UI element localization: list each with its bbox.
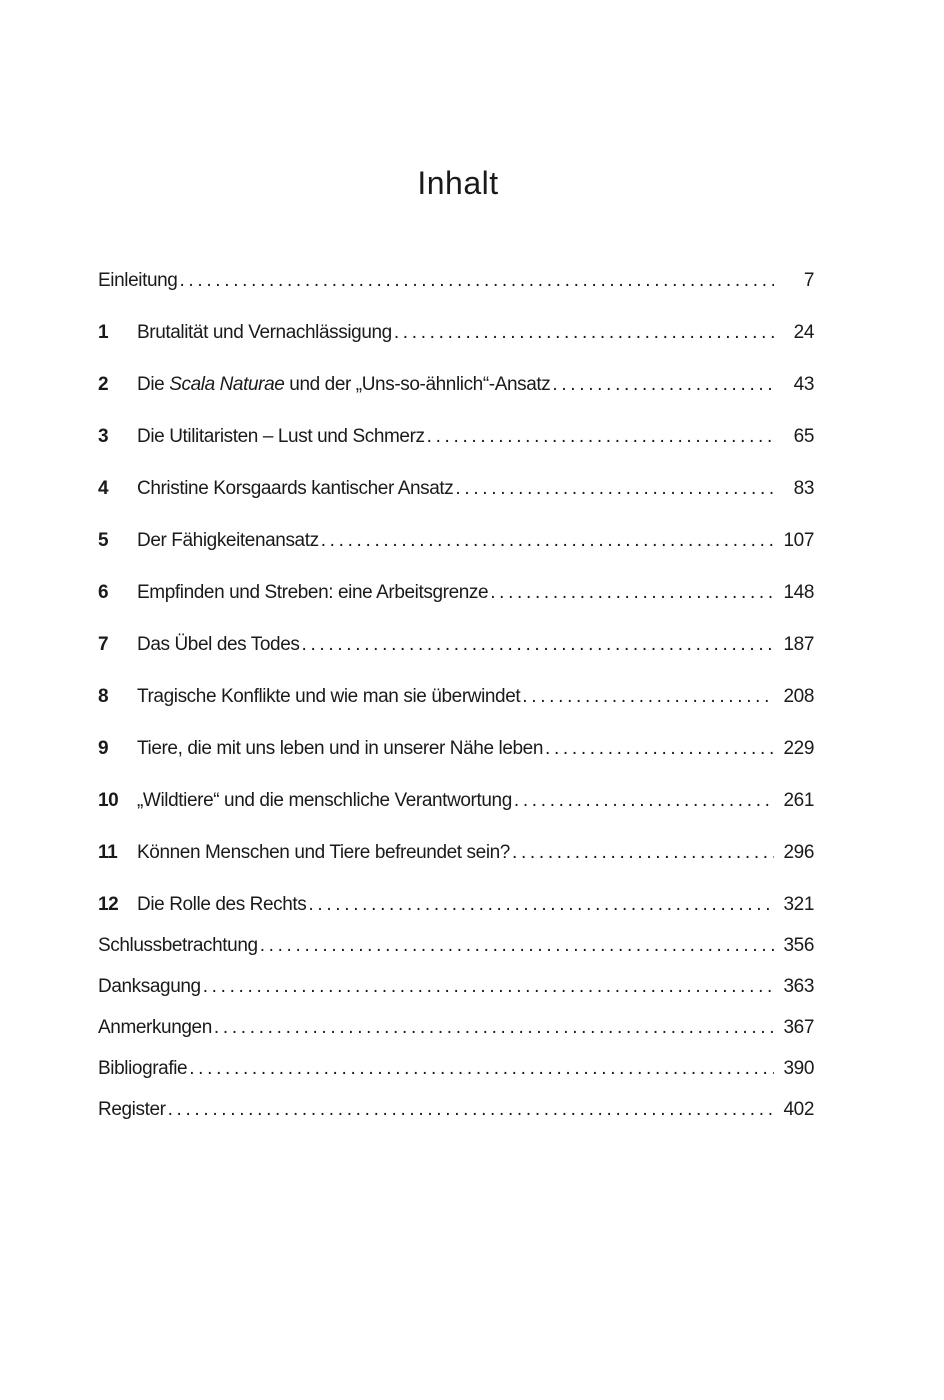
toc-entry-title: Die Utilitaristen – Lust und Schmerz [137, 426, 425, 447]
toc-page-number: 363 [783, 976, 814, 997]
chapter-number: 11 [98, 842, 118, 863]
toc-entry-title: Anmerkungen [98, 1017, 212, 1038]
toc-page-number: 187 [783, 634, 814, 655]
dot-leader [302, 632, 775, 658]
dot-leader [512, 840, 774, 866]
dot-leader [260, 933, 774, 959]
toc-page-number: 356 [783, 935, 814, 956]
toc-entry-title: Der Fähigkeitenansatz [137, 530, 319, 551]
dot-leader [455, 476, 774, 502]
dot-leader [203, 974, 774, 1000]
toc-entry-chapter-11[interactable] [98, 840, 814, 866]
toc-entry-chapter-12[interactable] [98, 892, 814, 918]
toc-entry-chapter-4[interactable] [98, 476, 814, 502]
toc-entry-title: Die Rolle des Rechts [137, 894, 307, 915]
toc-page-number: 402 [783, 1099, 814, 1120]
chapter-number: 8 [98, 686, 109, 707]
toc-page-number: 229 [783, 738, 814, 759]
dot-leader [394, 320, 774, 346]
dot-leader [214, 1015, 774, 1041]
title-italic-part: Scala Naturae [169, 374, 285, 395]
toc-entry-title: Das Übel des Todes [137, 634, 300, 655]
dot-leader [308, 892, 774, 918]
toc-entry-title: Christine Korsgaards kantischer Ansatz [137, 478, 454, 499]
toc-entry-title: Register [98, 1099, 166, 1120]
title-part: Die [137, 374, 170, 395]
chapter-number: 2 [98, 374, 109, 395]
toc-entry-title: Können Menschen und Tiere befreundet sein? [137, 842, 510, 863]
dot-leader [321, 528, 774, 554]
chapter-number: 1 [98, 322, 109, 343]
toc-entry-title: Empfinden und Streben: eine Arbeitsgrenze [137, 582, 489, 603]
toc-entry-title: Schlussbetrachtung [98, 935, 258, 956]
toc-page-number: 148 [783, 582, 814, 603]
chapter-number: 3 [98, 426, 109, 447]
dot-leader [179, 268, 774, 294]
toc-page-number: 296 [783, 842, 814, 863]
title-part: und der „Uns-so-ähnlich“-Ansatz [284, 374, 551, 395]
toc-entry-title: Einleitung [98, 270, 178, 291]
toc-entry-title: Brutalität und Vernachlässigung [137, 322, 392, 343]
toc-entry-title [137, 372, 550, 398]
toc-entry-anmerkungen[interactable] [98, 1015, 814, 1041]
chapter-number: 9 [98, 738, 109, 759]
toc-page-number: 65 [793, 426, 814, 447]
dot-leader [427, 424, 774, 450]
toc-page-number: 24 [793, 322, 814, 343]
chapter-number: 5 [98, 530, 109, 551]
chapter-number: 4 [98, 478, 109, 499]
toc-entry-title: Danksagung [98, 976, 201, 997]
toc-page-number: 43 [793, 374, 814, 395]
toc-entry-title: Tiere, die mit uns leben und in unserer Nähe leben [137, 738, 543, 759]
toc-page-number: 7 [803, 270, 814, 291]
toc-page-number: 208 [783, 686, 814, 707]
chapter-number: 10 [98, 790, 119, 811]
toc-entry-chapter-5[interactable] [98, 528, 814, 554]
chapter-number: 7 [98, 634, 109, 655]
toc-page-number: 390 [783, 1058, 814, 1079]
toc-entry-chapter-7[interactable] [98, 632, 814, 658]
toc-entry-schlussbetrachtung[interactable] [98, 933, 814, 959]
toc-page-number: 367 [783, 1017, 814, 1038]
toc-entry-chapter-3[interactable] [98, 424, 814, 450]
toc-entry-danksagung[interactable] [98, 974, 814, 1000]
toc-entry-chapter-2[interactable] [98, 372, 814, 398]
toc-entry-chapter-9[interactable] [98, 736, 814, 762]
chapter-number: 6 [98, 582, 109, 603]
toc-entry-einleitung[interactable] [98, 268, 814, 294]
toc-entry-chapter-8[interactable] [98, 684, 814, 710]
toc-page-number: 107 [783, 530, 814, 551]
toc-entry-title: Tragische Konflikte und wie man sie überwindet [137, 686, 521, 707]
dot-leader [490, 580, 774, 606]
page-title: Inhalt [417, 165, 499, 201]
dot-leader [514, 788, 774, 814]
dot-leader [545, 736, 774, 762]
toc-entry-chapter-10[interactable] [98, 788, 814, 814]
dot-leader [168, 1097, 774, 1123]
toc-page-number: 83 [793, 478, 814, 499]
toc-page-number: 321 [783, 894, 814, 915]
toc-entry-bibliografie[interactable] [98, 1056, 814, 1082]
toc-entry-chapter-6[interactable] [98, 580, 814, 606]
toc-page-number: 261 [783, 790, 814, 811]
toc-entry-title: Bibliografie [98, 1058, 188, 1079]
dot-leader [552, 372, 774, 398]
chapter-number: 12 [98, 894, 119, 915]
toc-entry-chapter-1[interactable] [98, 320, 814, 346]
dot-leader [189, 1056, 774, 1082]
toc-entry-register[interactable] [98, 1097, 814, 1123]
toc-entry-title: „Wildtiere“ und die menschliche Verantwortung [137, 790, 512, 811]
dot-leader [522, 684, 774, 710]
